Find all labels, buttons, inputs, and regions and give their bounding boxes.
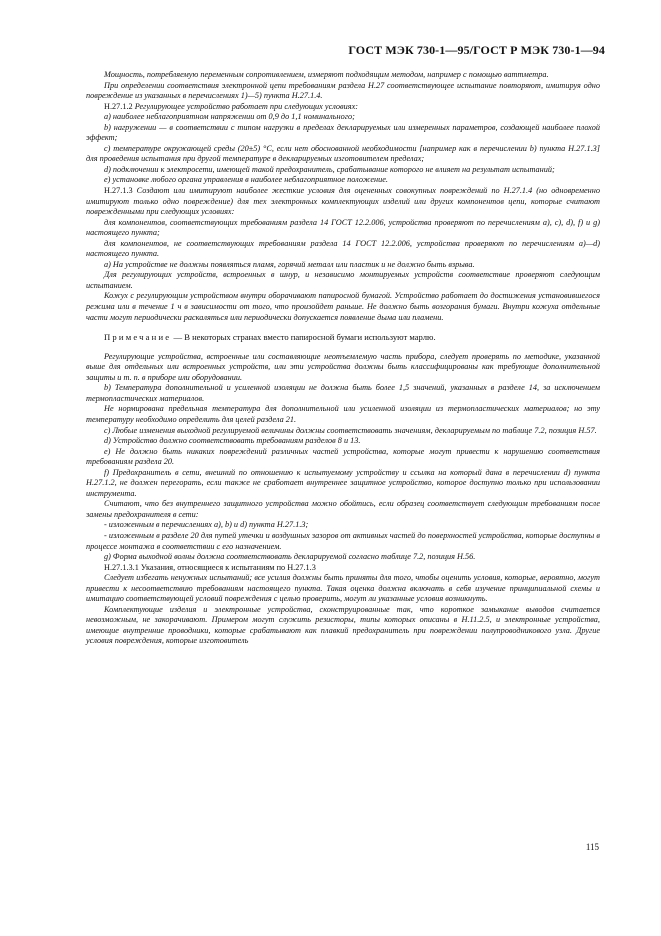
note — [86, 332, 600, 343]
paragraph: f) Предохранитель в сети, внешний по отношению к испытуемому устройству и ссылка на который дана в перечислении d) пункта Н.27.1.2, не должен перегорать, если также не сработает внутреннее защитное устройство, которое доступно только при использовании инструмента. — [86, 467, 600, 498]
paragraph: е) Не должно быть никаких повреждений различных частей устройства, которые могут привести к нарушению соответствия требованиям раздела 20. — [86, 446, 600, 467]
paragraph: Регулирующие устройства, встроенные или составляющие неотъемлемую часть прибора, следует проверять по методике, указанной выше для отдельных или встроенных устройств, или эти устройства должны быть классифицированы как требующие дополнительной защиты и т. п. в приборе или оборудовании. — [86, 351, 600, 382]
paragraph: Мощность, потребляемую переменным сопротивлением, измеряют подходящим методом, например с помощью ваттметра. — [104, 70, 549, 79]
paragraph: для компонентов, соответствующих требованиям раздела 14 ГОСТ 12.2.006, устройства проверяют по перечислениям а), с), d), f) и g) настоящего пункта; — [86, 217, 600, 238]
paragraph: Комплектующие изделия и электронные устройства, сконструированные так, что короткое замыкание выводов считается невозможным, не закорачивают. Примером могут служить резисторы, типы которых описаны в Н.11.2.5, и электронные устройства, имеющие внутренние проводники, которые срабатывают как плавкий предохранитель при повреждении полупроводникового узла. Другие условия повреждения, которые изготовитель — [86, 604, 600, 646]
note-label: Примечание — [104, 332, 172, 343]
note-text: — В некоторых странах вместо папиросной бумаги используют марлю. — [171, 332, 436, 343]
paragraph: Кожух с регулирующим устройством внутри оборачивают папиросной бумагой. Устройство работает до достижения установившегося режима или в течение 1 ч в зависимости от того, что произойдет раньше. Не должно быть возгорания бумаги. Внутри кожуха отдельные части могут периодически раскаляться или периодически допускается появление дыма или пламени. — [86, 291, 600, 322]
paragraph: - изложенным в перечислениях а), b) и d) пункта Н.27.1.3; — [104, 520, 309, 530]
document-body — [86, 70, 600, 647]
paragraph: Считают, что без внутреннего защитного устройства можно обойтись, если образец соответствует следующим требованиям после замены предохранителя в сети: — [86, 499, 600, 519]
paragraph: а) На устройстве не должны появляться пламя, горячий металл или пластик и не должно быть взрыва. — [104, 259, 475, 269]
paragraph — [86, 186, 600, 218]
paragraph: с) Любые изменения выходной регулируемой величины должны соответствовать значениям, декларируемым по таблице 7.2, позиция Н.57. — [104, 425, 597, 435]
paragraph: d) подключении к электросети, имеющей такой предохранитель, срабатывание которого не влияет на результат испытаний; — [104, 164, 555, 174]
paragraph: е) установке любого органа управления в наиболее неблагоприятное положение. — [104, 175, 388, 185]
paragraph: d) Устройство должно соответствовать требованиям разделов 8 и 13. — [104, 436, 361, 446]
paragraph: b) нагружении — в соответствии с типом нагрузки в пределах декларируемых или измеренных параметров, создающей наиболее плохой эффект; — [86, 122, 600, 143]
paragraph: Н.27.1.3.1 Указания, относящиеся к испытаниям по Н.27.1.3 — [104, 562, 316, 572]
paragraph — [86, 102, 600, 113]
clause-number: Н.27.1.2 — [104, 101, 133, 111]
paragraph: - изложенным в разделе 20 для путей утечки и воздушных зазоров от активных частей до поверхностей устройства, которые доступны в процессе монтажа в соответствии с его назначением. — [86, 530, 600, 551]
paragraph: а) наиболее неблагоприятном напряжении от 0,9 до 1,1 номинального; — [104, 112, 355, 122]
document-header: ГОСТ МЭК 730-1—95/ГОСТ Р МЭК 730-1—94 — [348, 43, 605, 57]
paragraph: b) Температура дополнительной и усиленной изоляции не должна быть более 1,5 значений, указанных в разделе 14, за исключением термопластических материалов. — [86, 383, 600, 403]
paragraph: Не нормирована предельная температура для дополнительной или усиленной изоляции из термопластических материалов; но эту температуру необходимо определить для целей раздела 21. — [86, 404, 600, 424]
clause-number: Н.27.1.3 — [104, 186, 133, 196]
page-number: 115 — [585, 842, 599, 852]
paragraph: Следует избегать ненужных испытаний; все усилия должны быть приняты для того, чтобы оценить условия, которые, вероятно, могут привести к несоответствию требованиям настоящего пункта. Такая оценка должна включать в себя изучение принципиальной схемы и имитацию соответствующей условий повреждения с целью проверить, могут ли указанные условия возникнуть. — [86, 573, 600, 604]
paragraph: При определении соответствия электронной цепи требованиям раздела Н.27 соответствующее испытание повторяют, имитируя одно повреждение из указанных в перечислениях 1)—5) пункта Н.27.1.4. — [86, 80, 600, 101]
paragraph: с) температуре окружающей среды (20±5) °С, если нет обоснованной необходимости [например как в перечислении b) пункта Н.27.1.3] для проведения испытания при другой температуре в декларируемых изготовителем пределах; — [86, 143, 600, 164]
clause-text: Регулирующее устройство работает при следующих условиях: — [134, 101, 359, 111]
clause-text: Создают или имитируют наиболее жесткие условия для оцененных совокупных повреждений по Н.27.1.4 (но одновременно имитируют только одно повреждение) для тех электронных комплектующих изделий или других компонентов цепи, которые считают поврежденными при следующих условиях: — [86, 186, 600, 217]
paragraph: для компонентов, не соответствующих требованиям раздела 14 ГОСТ 12.2.006, устройства проверяют по перечислениям а)—d) настоящего пункта. — [86, 238, 600, 259]
paragraph: g) Форма выходной волны должна соответствовать декларируемой согласно таблице 7.2, позиция Н.56. — [104, 552, 476, 562]
paragraph: Для регулирующих устройств, встроенных в шнур, и независимо монтируемых устройств соответствие проверяют следующим испытанием. — [86, 270, 600, 290]
